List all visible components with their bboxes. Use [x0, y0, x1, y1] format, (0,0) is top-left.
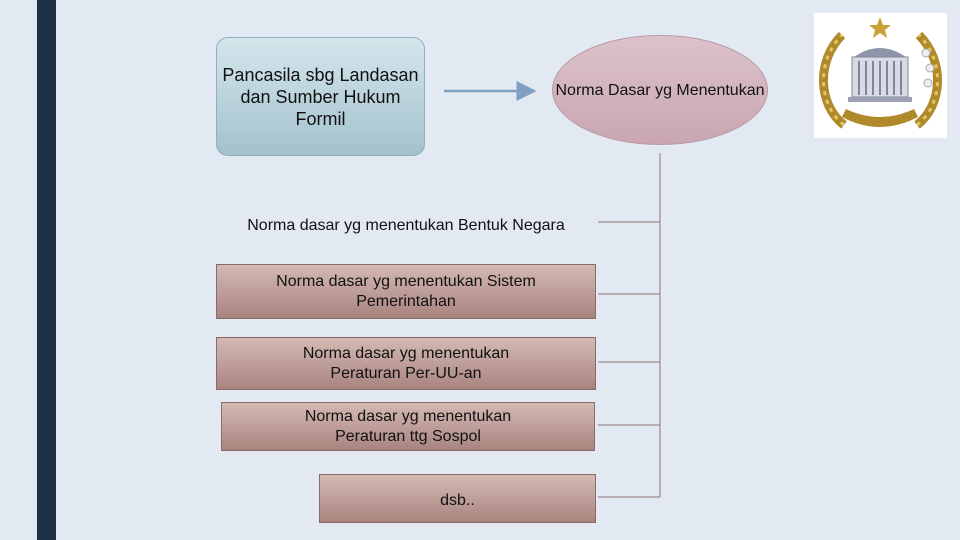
norm-item-box — [221, 402, 595, 451]
norm-item-box — [216, 264, 596, 319]
basic-norm-text: Norma Dasar yg Menentukan — [555, 81, 765, 99]
formil-source-box — [216, 37, 425, 156]
norm-item-box — [319, 474, 596, 523]
tree-bracket — [598, 153, 660, 497]
norm-item-box — [216, 337, 596, 390]
norm-item-text: Norma dasar yg menentukan Bentuk Negara — [247, 217, 565, 234]
norm-item-text: Norma dasar yg menentukan Peraturan ttg Sospol — [304, 407, 512, 445]
norm-item-text: dsb.. — [440, 491, 475, 509]
formil-source-text: Pancasila sbg Landasan dan Sumber Hukum Formil — [222, 64, 419, 129]
government-emblem-logo — [814, 13, 947, 138]
norm-item-box — [216, 200, 596, 252]
norm-item-text: Norma dasar yg menentukan Peraturan Per-UU-an — [302, 344, 510, 382]
norm-item-text: Norma dasar yg menentukan Sistem Pemerintahan — [276, 272, 536, 310]
basic-norm-ellipse — [552, 35, 768, 145]
